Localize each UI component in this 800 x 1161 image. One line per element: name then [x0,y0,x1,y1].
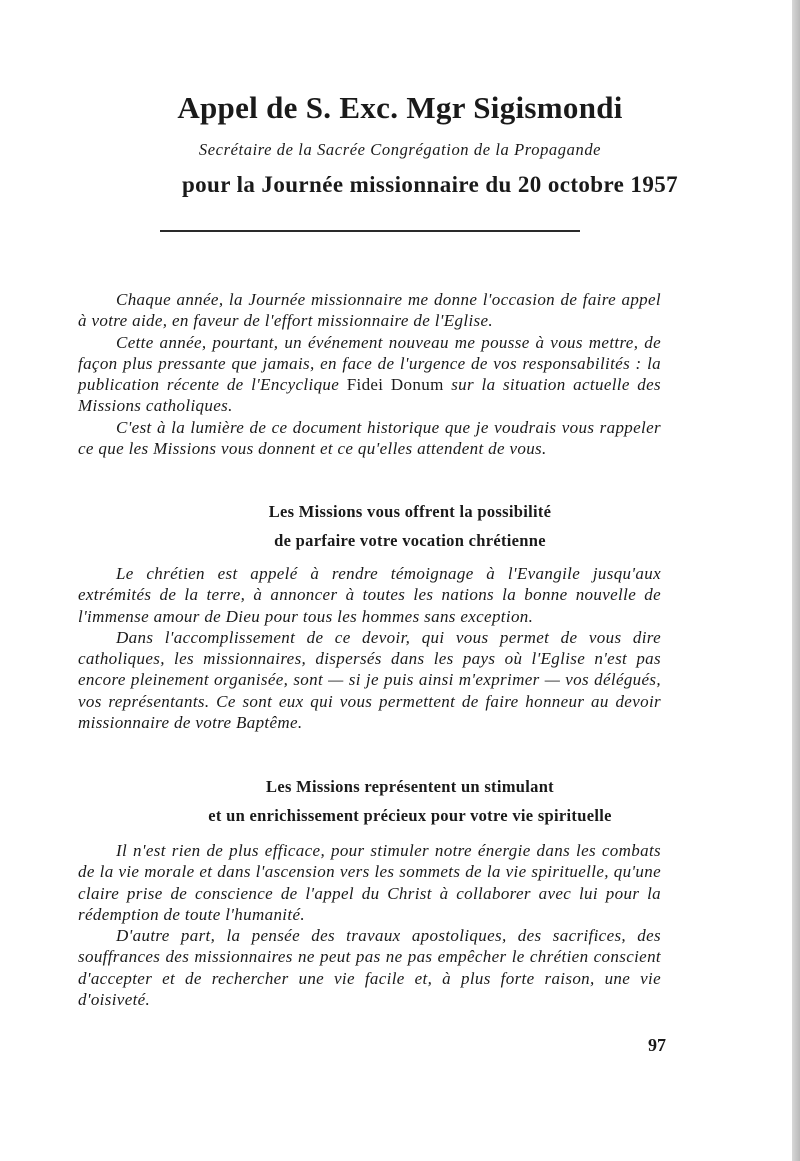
intro-paragraph-3: C'est à la lumière de ce document historique que je voudrais vous rappeler ce que les Missions vous donnent et ce qu'elles attendent de vous. [78,417,661,459]
section-1-text [78,563,661,733]
intro-paragraph-2-end: sur la situation actuelle des Missions catholiques. [78,375,661,416]
intro-paragraph-2 [78,332,661,417]
section-2-heading [70,772,750,830]
page-title: Appel de S. Exc. Mgr Sigismondi [177,90,623,125]
intro-text [78,289,661,459]
section-1-paragraph-2: Dans l'accomplissement de ce devoir, qui vous permet de vous dire catholiques, les missionnaires, dispersés dans les pays où l'Eglise n'est pas encore pleinement organisée, sont — si je puis ainsi m'exprimer — vos délégués, vos représentants. Ce sont eux qui vous permettent de faire honneur au devoir missionnaire de votre Baptême. [78,627,661,733]
section-2-paragraph-1: Il n'est rien de plus efficace, pour stimuler notre énergie dans les combats de la vie morale et dans l'ascension vers les sommets de la vie spirituelle, qu'une claire prise de conscience de l'appel du Christ à collaborer avec lui pour la rédemption de toute l'humanité. [78,841,661,924]
section-2-text [78,840,661,1010]
section-1-heading-line-2: de parfaire votre vocation chrétienne [274,531,546,550]
section-1-heading [70,497,750,555]
intro-paragraph-1: Chaque année, la Journée missionnaire me donne l'occasion de faire appel à votre aide, en faveur de l'effort missionnaire de l'Eglise. [78,290,661,331]
section-2-heading-line-2: et un enrichissement précieux pour votre vie spirituelle [208,806,612,825]
page-number: 97 [648,1035,666,1055]
encyclical-title: Fidei Donum [346,375,444,395]
intro-paragraph-2-start: Cette année, pourtant, un événement nouveau me pousse à vous mettre, de façon plus pressante que jamais, en face de l'urgence de vos responsabilités : la publication récente de l'Encyclique [78,332,661,395]
section-1-paragraph-1: Le chrétien est appelé à rendre témoignage à l'Evangile jusqu'aux extrémités de la terre, à annoncer à toutes les nations la bonne nouvelle de l'immense amour de Dieu pour tous les hommes sans exception. [78,564,661,626]
title-divider [160,230,580,232]
occasion-heading: pour la Journée missionnaire du 20 octobre 1957 [181,172,679,197]
section-2-heading-line-1: Les Missions représentent un stimulant [266,777,554,796]
section-1-heading-line-1: Les Missions vous offrent la possibilité [268,502,552,521]
page-edge-shadow [792,0,800,1161]
section-2-paragraph-2: D'autre part, la pensée des travaux apostoliques, des sacrifices, des souffrances des missionnaires ne peut pas ne pas empêcher le chrétien conscient d'accepter et de rechercher une vie facile et, à plus forte raison, une vie d'oisiveté. [78,926,661,1010]
page-subtitle: Secrétaire de la Sacrée Congrégation de la Propagande [198,140,602,159]
